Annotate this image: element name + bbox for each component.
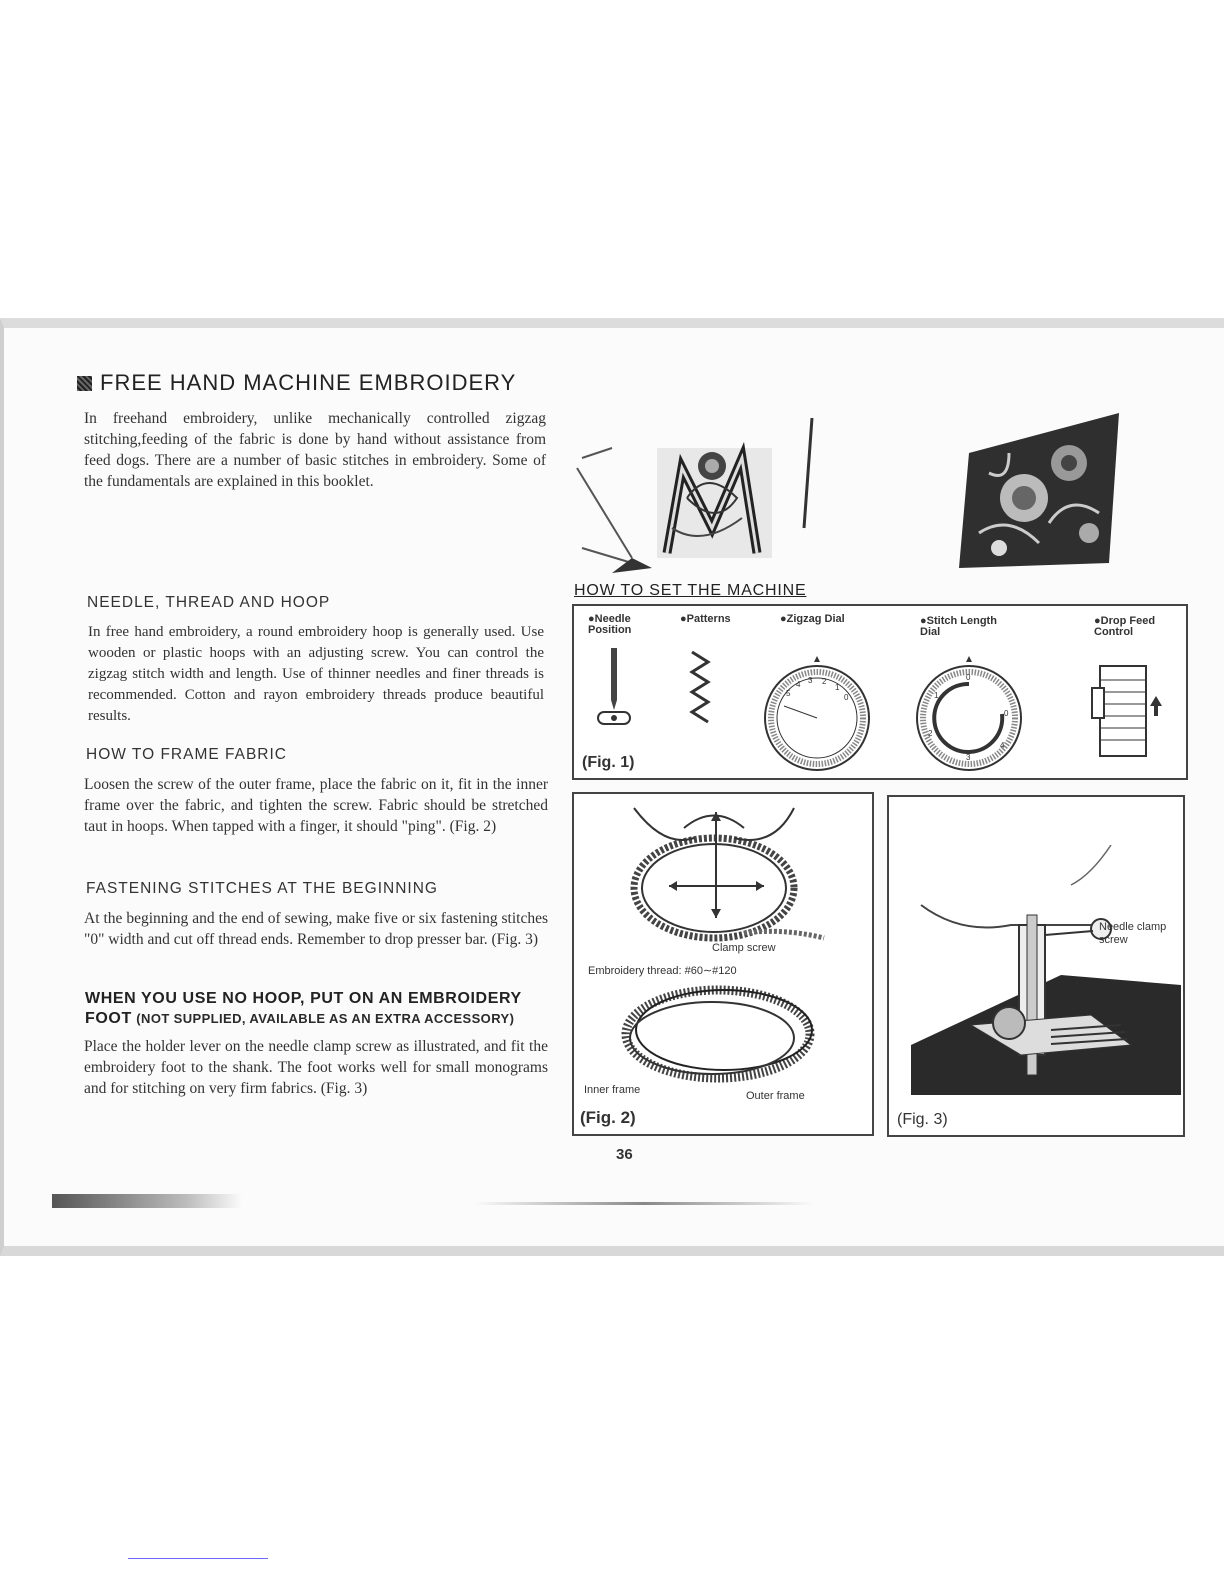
fig2-panel [572,792,874,1136]
label-drop-feed-control: ●Drop Feed Control [1094,615,1156,638]
zigzag-dial-icon [762,656,872,774]
needle-icon [594,648,634,728]
embroidery-thread-label: Embroidery thread: #60∼#120 [588,965,737,977]
drop-feed-control-icon [1086,662,1166,762]
floral-pillow-photo [959,413,1119,573]
machine-settings-heading: HOW TO SET THE MACHINE [574,582,807,599]
fig1-label: (Fig. 1) [582,754,635,771]
stitch-dial-number: 2 [928,729,933,738]
intro-paragraph: In freehand embroidery, unlike mechanically controlled zigzag stitching,feeding of the fabric is done by hand without assistance from feed dogs. There are a number of basic stitches in embroidery. Some of the fundamentals are explained in this booklet. [84,410,546,490]
monogram-pillow-photo [572,408,862,573]
fig3-label: (Fig. 3) [897,1111,948,1128]
section-text-no-hoop: Place the holder lever on the needle clamp screw as illustrated, and fit the embroidery foot to the shank. The foot works well for small monograms and for stitching on very firm fabrics. (Fig. 3) [84,1038,548,1097]
section-heading-fastening: FASTENING STITCHES AT THE BEGINNING [86,880,438,897]
stitch-dial-number: 0 [1004,709,1009,718]
square-bullet-icon [77,376,92,391]
stitch-dial-number: 3 [966,753,971,762]
section-heading-frame: HOW TO FRAME FABRIC [86,746,287,763]
zigzag-dial-number: 4 [796,680,801,689]
fig1-panel [572,604,1188,780]
main-heading: FREE HAND MACHINE EMBROIDERY [77,370,516,396]
zigzag-pattern-icon [686,650,716,730]
fig2-label: (Fig. 2) [580,1108,636,1127]
needle-clamp-screw-label: Needle clamp screw [1099,921,1167,946]
label-needle-position: ●Needle Position [588,613,632,636]
section-text-fastening: At the beginning and the end of sewing, make five or six fastening stitches "0" width and cut off thread ends. Remember to drop presser bar. (Fig. 3) [84,910,548,948]
zigzag-dial-number: 5 [786,689,791,698]
section-text-needle: In free hand embroidery, a round embroidery hoop is generally used. Use wooden or plastic hoops with an adjusting screw. You can control the zigzag stitch width and length. Use of thinner needles and finer threads is recommended. Cotton and rayon embroidery threads produce beautiful results. [88,624,544,724]
zigzag-dial-number: 3 [808,676,813,685]
page-number: 36 [616,1146,633,1163]
zigzag-dial-number: 0 [844,693,849,702]
stitch-dial-number: 4 [1000,741,1005,750]
scan-artifact-left [52,1194,242,1208]
label-stitch-length-dial: ●Stitch Length Dial [920,615,997,638]
zigzag-dial-number: 1 [835,683,840,692]
section-heading-no-hoop: WHEN YOU USE NO HOOP, PUT ON AN EMBROIDERY [85,990,522,1007]
outer-frame-label: Outer frame [746,1090,805,1102]
label-zigzag-dial: ●Zigzag Dial [780,613,845,625]
presser-foot-illustration [911,845,1181,1105]
clamp-screw-label: Clamp screw [712,942,776,954]
zigzag-dial-number: 2 [822,677,827,686]
stitch-dial-number: 1 [934,691,939,700]
inner-frame-label: Inner frame [584,1084,641,1096]
stitch-length-dial-icon [914,656,1024,774]
section-heading-needle: NEEDLE, THREAD AND HOOP [87,594,331,611]
label-patterns: ●Patterns [680,613,731,625]
fig3-panel [887,795,1185,1137]
hoop-frames-illustration [618,982,828,1092]
scan-artifact-center [474,1202,814,1205]
stitch-dial-number: 0 [966,673,971,682]
bottom-link-line [128,1558,268,1559]
manual-page [0,318,1224,1256]
hoop-hands-illustration [614,798,834,948]
section-heading-no-hoop-line2: FOOT (NOT SUPPLIED, AVAILABLE AS AN EXTRA ACCESSORY) [85,1010,515,1027]
section-text-frame: Loosen the screw of the outer frame, place the fabric on it, fit in the inner frame over the fabric, and tighten the screw. Fabric should be stretched taut in hoops. When tapped with a finger, it should "ping". (Fig. 2) [84,776,548,835]
